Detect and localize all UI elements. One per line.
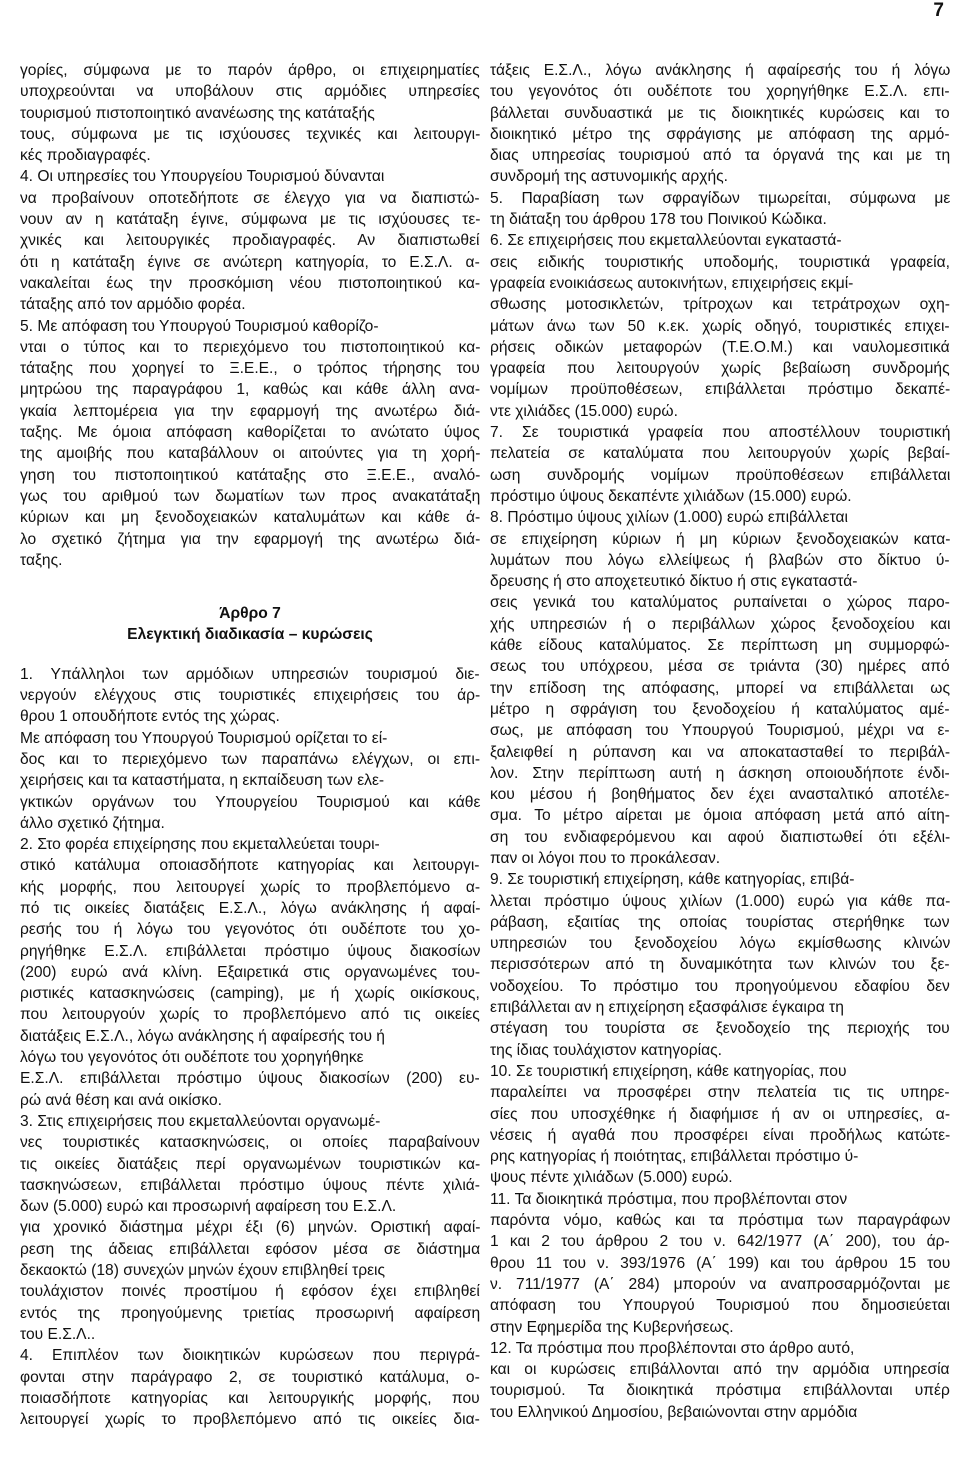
text-line: 3. Στις επιχειρήσεις που εκμεταλλεύονται οργανωμέ- <box>20 1112 381 1130</box>
text-line: στην Εφημερίδα της Κυβερνήσεως. <box>490 1318 734 1336</box>
text-line: 7. Σε τουριστικά γραφεία που αποστέλλουν τουριστική <box>490 424 951 442</box>
text-line: πρόστιμο ύψους δεκαπέντε χιλιάδων (15.000) ευρώ. <box>490 487 852 505</box>
text-line: γραφεία που λειτουργούν χωρίς βεβαίωση συνδρομής <box>490 360 950 378</box>
text-line: ρήσεις οδικών μεταφορών (Τ.Ε.Ο.Μ.) και ναυλομεσιτικά <box>490 338 950 356</box>
text-line: σμα. Το μέτρο αίρεται με όμοια απόφαση μετά από αίτη- <box>490 807 950 825</box>
text-line: στικό κατάλυμα οποιασδήποτε κατηγορίας και λειτουργι- <box>20 857 480 875</box>
text-line: τάταξης που χορηγεί το Ξ.Ε.Ε., ο τρόπος τήρησης του <box>20 360 480 378</box>
text-line: γραφεία ενοικιάσεως αυτοκινήτων, επιχειρήσεις εκμί- <box>490 274 854 292</box>
text-line: ση του ενδιαφερόμενου και αφού διαπιστωθεί ότι εξέλι- <box>490 828 951 846</box>
text-line: κύριων και μη ξενοδοχειακών καταλυμάτων και κάθε ά- <box>20 509 481 527</box>
text-line: για χρονικό διάστημα μέχρι έξι (6) μηνών. Οριστική αφαί- <box>20 1219 481 1237</box>
text-line: 11. Τα διοικητικά πρόστιμα, που προβλέπονται στον <box>490 1190 848 1208</box>
text-line: νεργούν ελέγχους στις τουριστικές επιχειρήσεις του άρ- <box>20 687 481 705</box>
text-line: του γεγονότος ότι ουδέποτε του χορηγήθηκε Ε.Σ.Λ. επι- <box>490 83 950 101</box>
text-line: διοικητικό μέτρο της σφράγισης με απόφαση της αρμό- <box>490 125 950 143</box>
text-line: ωση συνδρομής νομίμων προϋποθέσεων επιβάλλεται <box>490 466 951 484</box>
text-line: χειρήσεις και τα καταστήματα, η εκπαίδευση των ελε- <box>20 772 385 790</box>
text-line: σως, με απόφαση του Υπουργού Τουρισμού, μέχρι να ε- <box>490 722 950 740</box>
text-line: σεις ειδικής τουριστικής υποδομής, τουριστικά γραφεία, <box>490 253 950 271</box>
text-line: λυμάτων που λόγω ελλείψεως ή βλαβών στο δίκτυο ύ- <box>490 551 950 569</box>
text-line: περισσότερων από τη δυναμικότητα των κλινών του ξε- <box>490 956 950 974</box>
text-line: λλεται πρόστιμο ύψους χιλίων (1.000) ευρώ για κάθε πα- <box>490 892 951 910</box>
text-line: την επίδοση της απόφασης, μπορεί να επιβάλλεται ως <box>490 679 950 697</box>
text-line: 5. Παραβίαση των σφραγίδων τιμωρείται, σύμφωνα με <box>490 189 951 207</box>
text-line: λόγω του γεγονότος ότι ουδέποτε του χορηγήθηκε <box>20 1049 364 1067</box>
text-line: 5. Με απόφαση του Υπουργού Τουρισμού καθορίζο- <box>20 317 379 335</box>
text-line: Με απόφαση του Υπουργού Τουρισμού ορίζεται το εί- <box>20 729 388 747</box>
text-line: υποχρεούνται να υποβάλουν στις αρμόδιες υπηρεσίες <box>20 83 480 101</box>
text-line: του Ε.Σ.Λ.. <box>20 1325 96 1343</box>
text-line: τουρισμού. Τα διοικητικά πρόστιμα επιβάλλονται υπέρ <box>490 1382 950 1400</box>
text-line: σε επιχείρηση κύριων ή μη κύριων ξενοδοχειακών κατα- <box>490 530 951 548</box>
left-text-after-article <box>20 664 480 1431</box>
text-line: τουλάχιστον ποινές προστίμου ή εφόσον έχει επιβληθεί <box>20 1283 480 1301</box>
text-line: νέσεις ή αγαθά που προσφέρει είναι προδήλως κατώτε- <box>490 1126 951 1144</box>
text-line: θρου 1 οπουδήποτε εντός της χώρας. <box>20 708 280 726</box>
text-line: ριστικές κατασκηνώσεις (camping), με ή χωρίς οικίσκους, <box>20 985 480 1003</box>
text-line: νακαλείται έως την προσκόμιση νέου πιστοποιητικού κα- <box>20 274 481 292</box>
text-line: κές προδιαγραφές. <box>20 147 151 165</box>
text-line: στέγαση του τουρίστα σε ξενοδοχείο της περιοχής του <box>490 1020 950 1038</box>
text-line: ότι η κατάταξη έγινε σε ανώτερη κατηγορία, το Ε.Σ.Λ. α- <box>20 253 480 271</box>
text-line: κάθε είδους καταλύματος. Σε περίπτωση μη συμμορφώ- <box>490 637 950 655</box>
text-line: νουν αν η κατάταξη έγινε, σύμφωνα με τις ισχύουσες τε- <box>20 211 481 229</box>
text-line: σεις γενικά του καταλύματος ρυπαίνεται ο χώρος παρο- <box>490 594 950 612</box>
text-line: ρώ ανά θέση και ανά οικίσκο. <box>20 1091 223 1109</box>
text-line: 1. Υπάλληλοι των αρμόδιων υπηρεσιών τουρισμού διε- <box>20 665 480 683</box>
text-line: της αμοιβής που καταβάλλουν οι αιτούντες για τη χορή- <box>20 445 481 463</box>
text-line: μάτων άνω των 50 κ.εκ. χωρίς οδηγό, τουριστικές επιχει- <box>490 317 950 335</box>
text-line: 1 και 2 του άρθρου 2 του ν. 642/1977 (Α΄ 200), του άρ- <box>490 1233 950 1251</box>
text-line: ρεση της άδειας επιβάλλεται εφόσον μέσα σε διάστημα <box>20 1240 481 1258</box>
text-line: τασκηνώσεων, επιβάλλεται πρόστιμο ύψους πέντε χιλιά- <box>20 1176 480 1194</box>
text-line: απόφαση του Υπουργού Τουρισμού που δημοσιεύεται <box>490 1297 950 1315</box>
text-line: ρεσής του ή λόγω του γεγονότος ότι ουδέποτε του χο- <box>20 921 481 939</box>
text-line: ταξης. <box>20 551 63 569</box>
text-line: 9. Σε τουριστική επιχείρηση, κάθε κατηγορίας, επιβά- <box>490 871 855 889</box>
text-line: άλλο σχετικό ζήτημα. <box>20 814 165 832</box>
text-line: 4. Οι υπηρεσίες του Υπουργείου Τουρισμού δύνανται <box>20 168 385 186</box>
text-line: νομίμων προϋποθέσεων, επιβάλλεται πρόστιμο δεκαπέ- <box>490 381 951 399</box>
text-line: λειτουργεί χωρίς το προβλεπόμενο από τις οικείες δια- <box>20 1411 480 1429</box>
text-line: παραλείπει να προσφέρει στην πελατεία τις τις υπηρε- <box>490 1084 950 1102</box>
text-line: δεκαοκτώ (18) συνεχών μηνών έχουν επιβληθεί τρεις <box>20 1262 386 1280</box>
text-line: του Ελληνικού Δημοσίου, βεβαιώνονται στην αρμόδια <box>490 1403 858 1421</box>
article-title: Άρθρο 7 <box>219 605 281 623</box>
text-line: βάλλεται συνδυαστικά με τις διοικητικές κυρώσεις και το <box>490 104 950 122</box>
text-line: που λειτουργούν χωρίς το προβλεπόμενο από τις οικείες <box>20 1006 480 1024</box>
text-line: γως του αριθμού των δωματίων των προς ανακατάταξη <box>20 487 481 505</box>
text-line: χνικές και λειτουργικές προδιαγραφές. Αν διαπιστωθεί <box>20 232 480 250</box>
text-line: φονται στην παράγραφο 2, σε τουριστικό κατάλυμα, ο- <box>20 1368 480 1386</box>
text-line: τις οικείες διατάξεις περί οργανωμένων τουριστικών κα- <box>20 1155 481 1173</box>
text-line: πό τις οικείες διατάξεις Ε.Σ.Λ., λόγω ανάκλησης ή αφαί- <box>20 899 481 917</box>
text-line: και οι κυρώσεις επιβάλλονται από την αρμόδια υπηρεσία <box>490 1361 950 1379</box>
text-line: υπηρεσιών του ξενοδοχείου λόγω εκμίσθωσης κλινών <box>490 935 951 953</box>
text-line: λο σχετικό ζήτημα για την εφαρμογή της ανωτέρω διά- <box>20 530 481 548</box>
left-text-before-article <box>20 60 480 571</box>
text-line: 8. Πρόστιμο ύψους χιλίων (1.000) ευρώ επιβάλλεται <box>490 509 849 527</box>
text-line: 4. Επιπλέον των διοικητικών κυρώσεων που περιγρά- <box>20 1347 481 1365</box>
text-line: ρης κατηγορίας ή ποιότητας, επιβάλλεται πρόστιμο ύ- <box>490 1148 859 1166</box>
text-line: 10. Σε τουριστική επιχείρηση, κάθε κατηγορίας, που <box>490 1062 847 1080</box>
left-column <box>20 60 480 1430</box>
text-line: χής υπηρεσιών ή ο περιβάλλων χώρος ξενοδοχείου και <box>490 615 951 633</box>
text-line: ταξης. Με όμοια απόφαση καθορίζεται το ανώτατο ύψος <box>20 424 480 442</box>
text-line: νες τουριστικές κατασκηνώσεις, οι οποίες παραβαίνουν <box>20 1134 480 1152</box>
text-line: τουρισμού πιστοποιητικό ανανέωσης της κατάταξής <box>20 104 375 122</box>
text-line: ράβαση, εξαιτίας της οποίας τουρίστας στερήθηκε των <box>490 913 950 931</box>
article-subtitle: Ελεγκτική διαδικασία – κυρώσεις <box>127 626 373 644</box>
right-column <box>490 60 950 1423</box>
text-line: εντός της προηγούμενης τριετίας προσωρινή αφαίρεση <box>20 1304 481 1322</box>
text-line: Ε.Σ.Λ. επιβάλλεται πρόστιμο ύψους διακοσίων (200) ευ- <box>20 1070 480 1088</box>
text-line: 6. Σε επιχειρήσεις που εκμεταλλεύονται εγκαταστά- <box>490 232 842 250</box>
text-line: νται ο τύπος και το περιεχόμενο του πιστοποιητικού κα- <box>20 338 481 356</box>
text-line: δων (5.000) ευρώ και προσωρινή αφαίρεση του Ε.Σ.Λ. <box>20 1198 397 1216</box>
text-line: μητρώου της παραγράφου 1, καθώς και κάθε άλλη ανα- <box>20 381 481 399</box>
text-line: ποιασδήποτε κατηγορίας και λειτουργικής μορφής, που <box>20 1389 480 1407</box>
text-line: ρηγήθηκε Ε.Σ.Λ. επιβάλλεται πρόστιμο ύψους διακοσίων <box>20 942 481 960</box>
text-line: ντε χιλιάδες (15.000) ευρώ. <box>490 402 678 420</box>
text-line: κής μορφής, που λειτουργεί χωρίς το προβλεπόμενο α- <box>20 878 481 896</box>
text-line: γορίες, σύμφωνα με το παρόν άρθρο, οι επιχειρηματίες <box>20 62 480 79</box>
page-number: 7 <box>933 0 944 21</box>
text-line: σθωσης μοτοσικλετών, τρίτροχων και τετράτροχων οχη- <box>490 296 950 314</box>
text-line: ν. 711/1977 (Α΄ 284) μπορούν να αναπροσαρμόζονται με <box>490 1275 951 1293</box>
text-line: συνδρομή της αστυνομικής αρχής. <box>490 168 728 186</box>
text-line: γκαία λεπτομέρεια για την εφαρμογή της ανωτέρω διά- <box>20 402 481 420</box>
text-line: να προβαίνουν οποτεδήποτε σε έλεγχο για να διαπιστώ- <box>20 189 480 207</box>
text-line: σίες που υποσχέθηκε ή διαφήμισε ή αν οι υπηρεσίες, α- <box>490 1105 951 1123</box>
text-line: θρου 11 του ν. 393/1976 (Α΄ 199) και του άρθρου 15 του <box>490 1254 951 1272</box>
text-line: διας υπηρεσίας τουρισμού από τα όργανά της και με τη <box>490 147 951 165</box>
text-line: δρευσης ή στο αποχετευτικό δίκτυο ή στις εγκαταστά- <box>490 573 858 591</box>
text-line: παν οι λόγοι που το προκάλεσαν. <box>490 849 721 867</box>
text-line: λον. Στην περίπτωση αυτή η άσκηση οποιουδήποτε ένδι- <box>490 764 950 782</box>
text-line: δος και το περιεχόμενο των παραπάνω ελέγχων, οι επι- <box>20 750 481 768</box>
text-line: 12. Τα πρόστιμα που προβλέπονται στο άρθρο αυτό, <box>490 1339 855 1357</box>
text-line: διατάξεις Ε.Σ.Λ., λόγω ανάκλησης ή αφαίρεσής του ή <box>20 1027 385 1045</box>
text-line: τάξεις Ε.Σ.Λ., λόγω ανάκλησης ή αφαίρεσής του ή λόγω <box>490 62 951 79</box>
text-line: τη διάταξη του άρθρου 178 του Ποινικού Κώδικα. <box>490 211 827 229</box>
text-line: πελατεία σε καταλύματα που λειτουργούν χωρίς βεβαί- <box>490 445 951 463</box>
text-line: γκτικών οργάνων του Υπουργείου Τουρισμού και κάθε <box>20 793 481 811</box>
text-line: της ίδιας τουλάχιστον κατηγορίας. <box>490 1041 723 1059</box>
text-line: τάταξης από τον αρμόδιο φορέα. <box>20 296 246 314</box>
text-line: ψους πέντε χιλιάδων (5.000) ευρώ. <box>490 1169 733 1187</box>
right-text <box>490 60 950 1423</box>
text-line: (200) ευρώ ανά κλίνη. Εξαιρετικά στις οργανωμένες του- <box>20 963 481 981</box>
text-line: τους, σύμφωνα με τις ισχύουσες τεχνικές και λειτουργι- <box>20 125 481 143</box>
text-line: σεως του υπόχρεου, μέσα σε τριάντα (30) ημέρες από <box>490 658 950 676</box>
text-line: γηση του πιστοποιητικού κατάταξης στο Ξ.Ε.Ε., αναλό- <box>20 466 481 484</box>
text-line: μέτρο η σφράγιση του ξενοδοχείου ή καταλύματος αμέ- <box>490 700 950 718</box>
text-line: παρόντα νόμο, καθώς και τα πρόστιμα των παραγράφων <box>490 1212 951 1230</box>
text-line: 2. Στο φορέα επιχείρησης που εκμεταλλεύεται τουρι- <box>20 836 380 854</box>
text-line: επιβάλλεται αν η επιχείρηση εξασφάλισε έγκαιρα τη <box>490 999 844 1017</box>
text-line: νοδοχείου. Το πρόστιμο του προηγούμενου εδαφίου δεν <box>490 977 950 995</box>
text-line: κου μέσου ή βοηθήματος δεν έχει ανασταλτικό αποτέλε- <box>490 786 950 804</box>
text-line: ξαλειφθεί η ρύπανση και να αποκατασταθεί το περιβάλ- <box>490 743 951 761</box>
